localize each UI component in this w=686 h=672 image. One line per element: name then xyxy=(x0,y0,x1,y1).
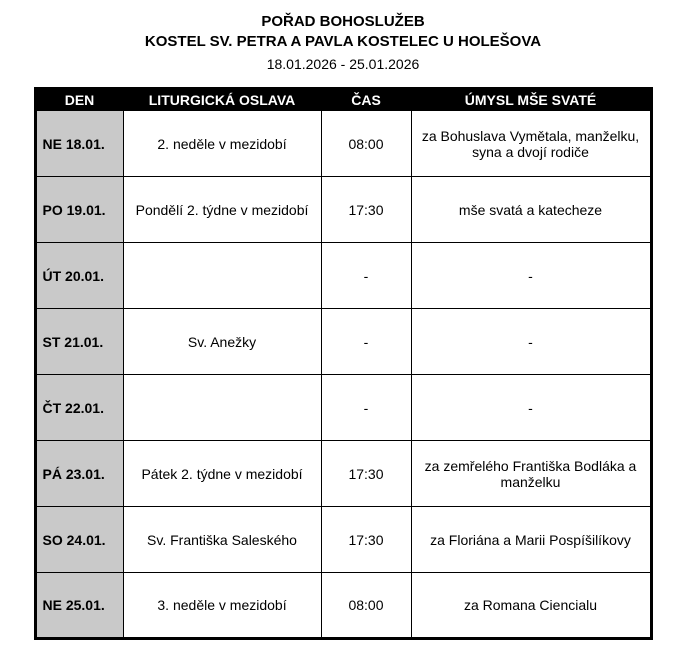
celebration-cell: Pondělí 2. týdne v mezidobí xyxy=(123,177,321,243)
time-cell: 17:30 xyxy=(321,177,411,243)
intention-cell: - xyxy=(411,375,651,441)
date-range: 18.01.2026 - 25.01.2026 xyxy=(266,55,420,72)
celebration-cell: Sv. Františka Saleského xyxy=(123,507,321,573)
table-row xyxy=(35,177,651,243)
day-cell: ÚT 20.01. xyxy=(35,243,123,309)
header-oslava: LITURGICKÁ OSLAVA xyxy=(123,89,321,111)
celebration-cell xyxy=(123,375,321,441)
intention-cell: za Bohuslava Vymětala, manželku, syna a dvojí rodiče xyxy=(411,111,651,177)
document-header xyxy=(0,12,686,73)
mass-schedule-table xyxy=(34,87,653,640)
day-cell: NE 25.01. xyxy=(35,573,123,639)
table-row xyxy=(35,243,651,309)
day-cell: PO 19.01. xyxy=(35,177,123,243)
day-cell: ST 21.01. xyxy=(35,309,123,375)
header-cas: ČAS xyxy=(321,89,411,111)
document-title: POŘAD BOHOSLUŽEB xyxy=(261,13,425,30)
intention-cell: za Romana Ciencialu xyxy=(411,573,651,639)
table-row xyxy=(35,309,651,375)
time-cell: 17:30 xyxy=(321,441,411,507)
celebration-cell: 3. neděle v mezidobí xyxy=(123,573,321,639)
table-row xyxy=(35,507,651,573)
time-cell: - xyxy=(321,375,411,441)
celebration-cell: 2. neděle v mezidobí xyxy=(123,111,321,177)
intention-cell: za Floriána a Marii Pospíšilíkovy xyxy=(411,507,651,573)
intention-cell: mše svatá a katecheze xyxy=(411,177,651,243)
table-row xyxy=(35,375,651,441)
time-cell: - xyxy=(321,243,411,309)
intention-cell: - xyxy=(411,243,651,309)
time-cell: 17:30 xyxy=(321,507,411,573)
day-cell: SO 24.01. xyxy=(35,507,123,573)
celebration-cell: Sv. Anežky xyxy=(123,309,321,375)
table-row xyxy=(35,441,651,507)
header-den: DEN xyxy=(35,89,123,111)
celebration-cell: Pátek 2. týdne v mezidobí xyxy=(123,441,321,507)
table-row xyxy=(35,111,651,177)
intention-cell: - xyxy=(411,309,651,375)
time-cell: 08:00 xyxy=(321,111,411,177)
day-cell: NE 18.01. xyxy=(35,111,123,177)
table-header-row xyxy=(35,89,651,111)
church-name: KOSTEL SV. PETRA A PAVLA KOSTELEC U HOLEŠOVA xyxy=(144,33,542,51)
day-cell: PÁ 23.01. xyxy=(35,441,123,507)
time-cell: 08:00 xyxy=(321,573,411,639)
header-umysl: ÚMYSL MŠE SVATÉ xyxy=(411,89,651,111)
day-cell: ČT 22.01. xyxy=(35,375,123,441)
intention-cell: za zemřelého Františka Bodláka a manželku xyxy=(411,441,651,507)
celebration-cell xyxy=(123,243,321,309)
table-row xyxy=(35,573,651,639)
time-cell: - xyxy=(321,309,411,375)
